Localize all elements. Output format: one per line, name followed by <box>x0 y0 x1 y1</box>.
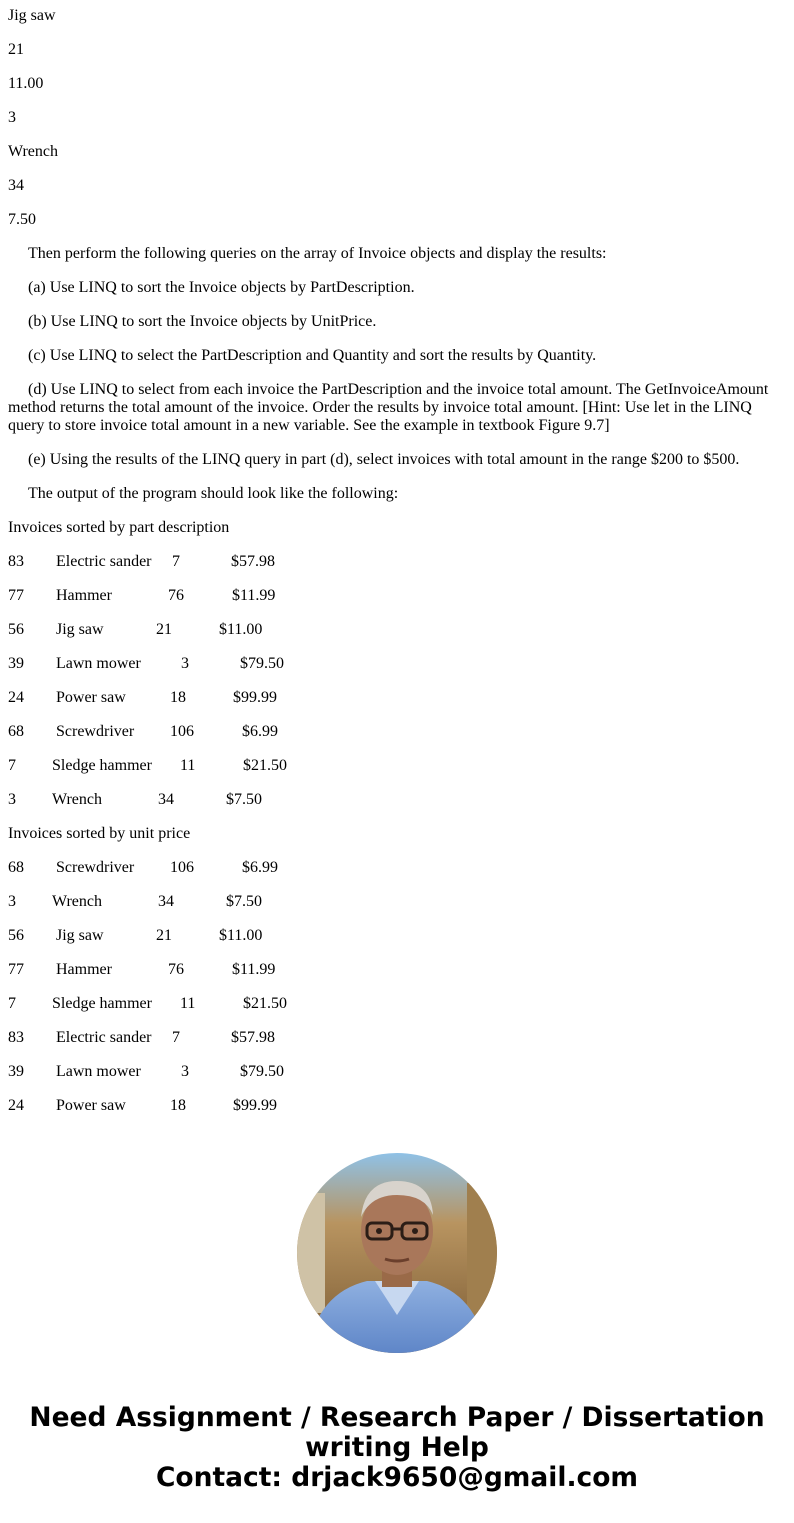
data-line: Jig saw <box>8 7 56 24</box>
promo-contact: Contact: drjack9650@gmail.com <box>155 1462 639 1493</box>
cell-quantity: 7 <box>172 553 180 570</box>
cell-price: $7.50 <box>226 791 262 808</box>
cell-quantity: 18 <box>170 689 186 706</box>
data-line: Wrench <box>8 143 58 160</box>
cell-description: Hammer <box>56 961 112 978</box>
cell-quantity: 18 <box>170 1097 186 1114</box>
cell-description: Electric sander <box>56 1029 152 1046</box>
cell-quantity: 21 <box>156 621 172 638</box>
cell-price: $11.99 <box>232 961 276 978</box>
cell-description: Jig saw <box>56 927 104 944</box>
section-heading-by-description: Invoices sorted by part description <box>8 519 230 536</box>
data-line: 7.50 <box>8 211 36 228</box>
avatar-portrait-illustration <box>297 1153 497 1353</box>
cell-price: $11.99 <box>232 587 276 604</box>
cell-price: $7.50 <box>226 893 262 910</box>
cell-description: Wrench <box>52 893 102 910</box>
cell-part-number: 83 <box>8 1029 24 1046</box>
cell-quantity: 11 <box>180 757 196 774</box>
cell-part-number: 68 <box>8 723 24 740</box>
cell-description: Wrench <box>52 791 102 808</box>
cell-quantity: 7 <box>172 1029 180 1046</box>
cell-part-number: 24 <box>8 689 24 706</box>
section-heading-by-price: Invoices sorted by unit price <box>8 825 191 842</box>
cell-price: $11.00 <box>219 927 263 944</box>
cell-quantity: 106 <box>170 723 194 740</box>
cell-part-number: 7 <box>8 995 16 1012</box>
instruction-c: (c) Use LINQ to select the PartDescription and Quantity and sort the results by Quantity. <box>28 347 597 364</box>
cell-quantity: 3 <box>181 1063 189 1080</box>
cell-price: $99.99 <box>233 1097 277 1114</box>
cell-quantity: 3 <box>181 655 189 672</box>
cell-part-number: 39 <box>8 1063 24 1080</box>
cell-price: $79.50 <box>240 1063 284 1080</box>
cell-description: Sledge hammer <box>52 757 152 774</box>
cell-price: $57.98 <box>231 553 275 570</box>
cell-price: $11.00 <box>219 621 263 638</box>
data-line: 34 <box>8 177 24 194</box>
cell-quantity: 34 <box>158 791 174 808</box>
data-line: 3 <box>8 109 16 126</box>
cell-description: Jig saw <box>56 621 104 638</box>
cell-price: $21.50 <box>243 757 287 774</box>
cell-price: $21.50 <box>243 995 287 1012</box>
cell-quantity: 21 <box>156 927 172 944</box>
promo-line: writing Help <box>305 1432 489 1463</box>
promo-banner <box>0 1403 794 1493</box>
cell-part-number: 68 <box>8 859 24 876</box>
cell-description: Electric sander <box>56 553 152 570</box>
cell-description: Power saw <box>56 1097 126 1114</box>
cell-part-number: 7 <box>8 757 16 774</box>
cell-description: Screwdriver <box>56 859 135 876</box>
cell-part-number: 3 <box>8 893 16 910</box>
cell-quantity: 76 <box>168 587 184 604</box>
cell-part-number: 39 <box>8 655 24 672</box>
author-avatar <box>297 1153 497 1353</box>
instructions-intro: Then perform the following queries on the array of Invoice objects and display the results: <box>28 245 607 262</box>
cell-description: Lawn mower <box>56 1063 141 1080</box>
cell-part-number: 77 <box>8 961 24 978</box>
cell-part-number: 83 <box>8 553 24 570</box>
cell-description: Power saw <box>56 689 126 706</box>
instruction-b: (b) Use LINQ to sort the Invoice objects by UnitPrice. <box>28 313 377 330</box>
promo-line: Need Assignment / Research Paper / Dissertation <box>29 1402 765 1433</box>
instruction-e: (e) Using the results of the LINQ query in part (d), select invoices with total amount in the range $200 to $500. <box>28 451 740 468</box>
cell-description: Hammer <box>56 587 112 604</box>
cell-price: $57.98 <box>231 1029 275 1046</box>
output-intro: The output of the program should look like the following: <box>28 485 399 502</box>
data-line: 11.00 <box>8 75 44 92</box>
cell-quantity: 106 <box>170 859 194 876</box>
cell-description: Sledge hammer <box>52 995 152 1012</box>
cell-description: Screwdriver <box>56 723 135 740</box>
cell-price: $6.99 <box>242 723 278 740</box>
cell-quantity: 11 <box>180 995 196 1012</box>
cell-quantity: 34 <box>158 893 174 910</box>
cell-description: Lawn mower <box>56 655 141 672</box>
cell-quantity: 76 <box>168 961 184 978</box>
instruction-d: (d) Use LINQ to select from each invoice the PartDescription and the invoice total amount. The GetInvoiceAmount method returns the total amount of the invoice. Order the results by invoice total amount. [Hint: Use let in the LINQ query to store invoice total amount in a new variable. See the example in textbook Figure 9.7] <box>8 381 769 434</box>
cell-part-number: 3 <box>8 791 16 808</box>
cell-part-number: 77 <box>8 587 24 604</box>
cell-part-number: 24 <box>8 1097 24 1114</box>
cell-price: $79.50 <box>240 655 284 672</box>
cell-part-number: 56 <box>8 621 24 638</box>
cell-price: $99.99 <box>233 689 277 706</box>
cell-price: $6.99 <box>242 859 278 876</box>
data-line: 21 <box>8 41 24 58</box>
instruction-a: (a) Use LINQ to sort the Invoice objects by PartDescription. <box>28 279 415 296</box>
cell-part-number: 56 <box>8 927 24 944</box>
